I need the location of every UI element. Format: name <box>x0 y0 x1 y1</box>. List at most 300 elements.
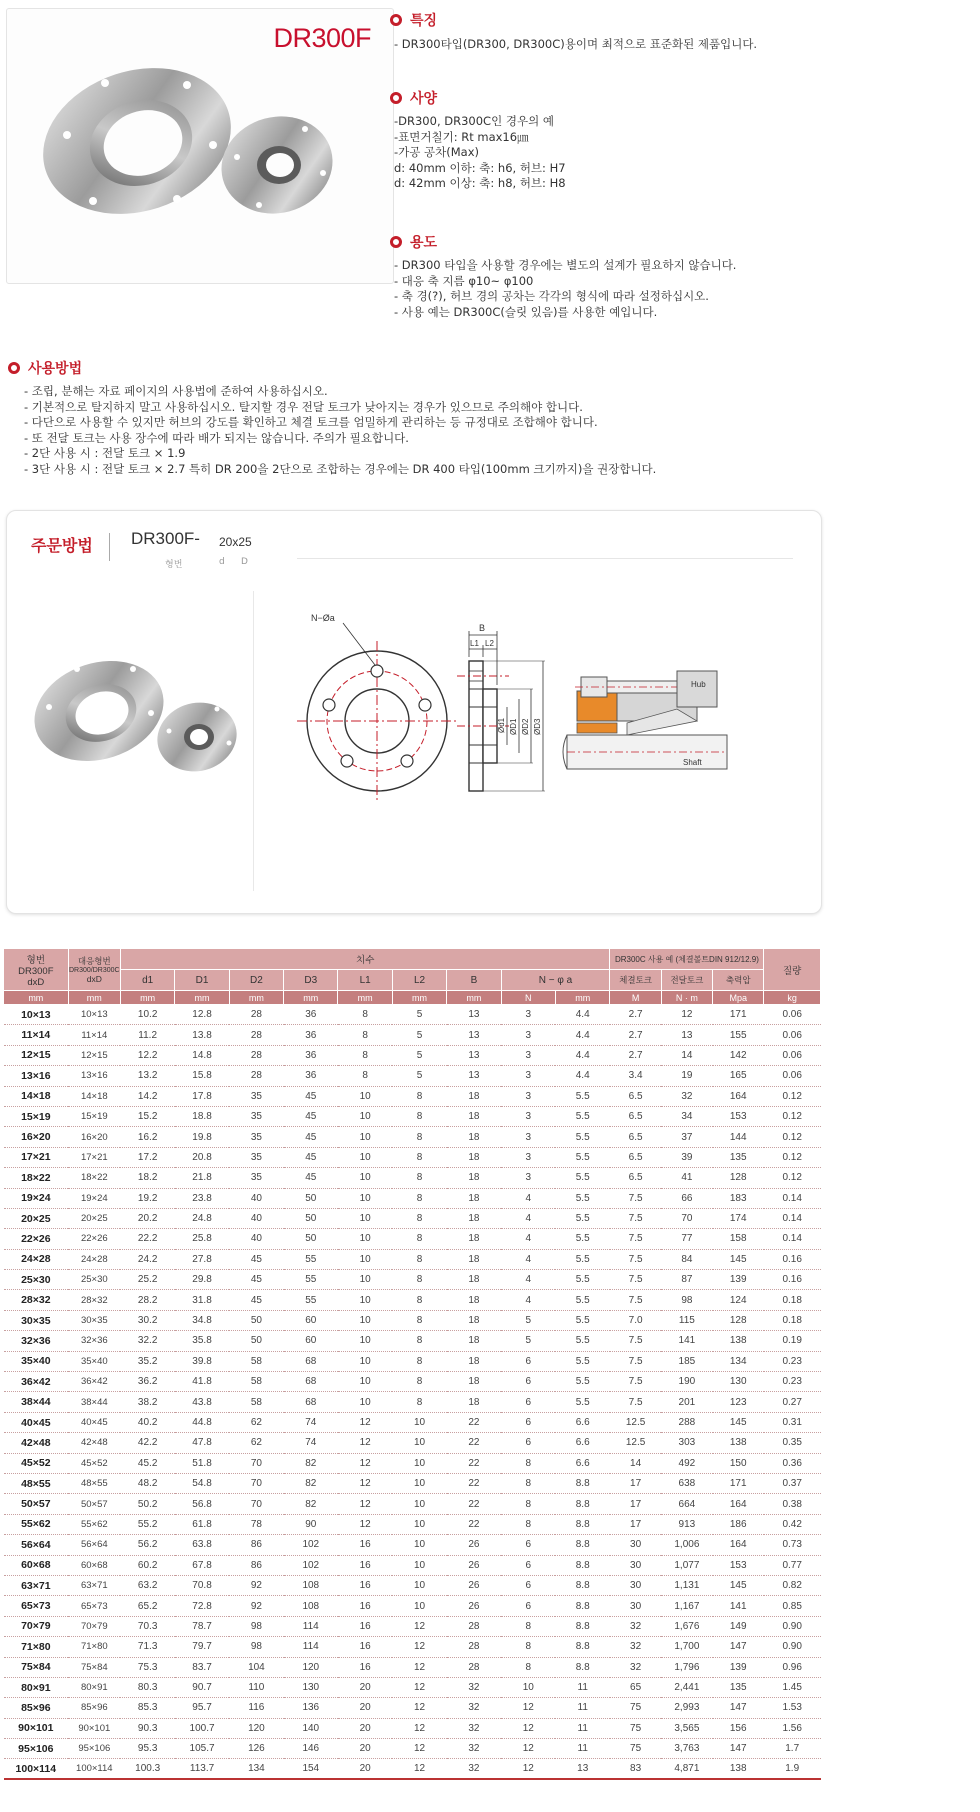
table-cell: 8 <box>392 1331 446 1351</box>
table-cell: 12 <box>501 1759 555 1779</box>
table-cell: 0.12 <box>764 1168 821 1188</box>
table-cell: 4,871 <box>661 1759 712 1779</box>
table-cell: 18 <box>447 1290 501 1310</box>
th-model-sub: DR300F <box>18 965 54 977</box>
table-row <box>4 1575 821 1595</box>
table-row <box>4 1005 821 1025</box>
order-divider <box>253 591 254 891</box>
table-row <box>4 1698 821 1718</box>
table-cell: 50 <box>284 1208 338 1228</box>
table-cell: 0.42 <box>764 1514 821 1534</box>
specs-line: -가공 공차(Max) <box>394 145 479 160</box>
usage-text <box>24 384 656 478</box>
table-cell: 28 <box>447 1616 501 1636</box>
table-cell: 50 <box>229 1310 283 1330</box>
model-cell: 80×91 <box>4 1677 69 1697</box>
table-cell: 45 <box>284 1147 338 1167</box>
model-cell: 95×106 <box>4 1739 69 1759</box>
table-cell: 17.2 <box>120 1147 174 1167</box>
table-cell: 90.3 <box>120 1718 174 1738</box>
table-cell: 35.2 <box>120 1351 174 1371</box>
th-model-sub: dxD <box>27 976 45 988</box>
table-cell: 7.5 <box>610 1290 661 1310</box>
table-cell: 114 <box>284 1637 338 1657</box>
table-cell: 134 <box>229 1759 283 1779</box>
table-cell: 8 <box>392 1208 446 1228</box>
table-cell: 16 <box>338 1555 392 1575</box>
table-cell: 5.5 <box>555 1331 609 1351</box>
table-row <box>4 1473 821 1493</box>
table-row <box>4 1535 821 1555</box>
table-cell: 12.5 <box>610 1412 661 1432</box>
label-d1-cap: ØD1 <box>509 718 518 735</box>
unit-cell: mm <box>229 991 283 1005</box>
table-cell: 95×106 <box>68 1739 120 1759</box>
specs-heading <box>390 88 437 108</box>
product-title: DR300F <box>273 23 371 53</box>
table-cell: 85×96 <box>68 1698 120 1718</box>
table-cell: 12 <box>338 1453 392 1473</box>
table-cell: 102 <box>284 1555 338 1575</box>
table-cell: 6 <box>501 1392 555 1412</box>
unit-cell: mm <box>555 991 609 1005</box>
model-cell: 100×114 <box>4 1759 69 1779</box>
table-cell: 10 <box>338 1229 392 1249</box>
table-cell: 26 <box>447 1596 501 1616</box>
table-row <box>4 1066 821 1086</box>
table-row <box>4 1351 821 1371</box>
model-cell: 42×48 <box>4 1433 69 1453</box>
table-cell: 7.5 <box>610 1188 661 1208</box>
table-cell: 3 <box>501 1147 555 1167</box>
table-cell: 1.7 <box>764 1739 821 1759</box>
table-cell: 146 <box>284 1739 338 1759</box>
model-cell: 90×101 <box>4 1718 69 1738</box>
table-cell: 0.85 <box>764 1596 821 1616</box>
table-cell: 11.2 <box>120 1025 174 1045</box>
model-cell: 48×55 <box>4 1473 69 1493</box>
usage-line: - 기본적으로 탈지하지 말고 사용하십시오. 탈지할 경우 전달 토크가 낮아지는 경우가 있으므로 주의해야 합니다. <box>24 399 583 414</box>
table-cell: 28 <box>447 1657 501 1677</box>
table-cell: 35 <box>229 1127 283 1147</box>
unit-cell: mm <box>447 991 501 1005</box>
table-cell: 0.31 <box>764 1412 821 1432</box>
table-row <box>4 1086 821 1106</box>
table-cell: 0.77 <box>764 1555 821 1575</box>
table-cell: 82 <box>284 1453 338 1473</box>
table-cell: 85.3 <box>120 1698 174 1718</box>
model-cell: 12×15 <box>4 1045 69 1065</box>
table-cell: 6.5 <box>610 1127 661 1147</box>
table-cell: 5.5 <box>555 1310 609 1330</box>
table-cell: 68 <box>284 1351 338 1371</box>
uses-line: - 축 경(?), 허브 경의 공차는 각각의 형식에 따라 설정하십시오. <box>394 289 709 304</box>
unit-cell: mm <box>284 991 338 1005</box>
table-cell: 24×28 <box>68 1249 120 1269</box>
table-cell: 4 <box>501 1290 555 1310</box>
model-cell: 16×20 <box>4 1127 69 1147</box>
table-cell: 50 <box>229 1331 283 1351</box>
table-cell: 60×68 <box>68 1555 120 1575</box>
table-cell: 1,700 <box>661 1637 712 1657</box>
table-row <box>4 1025 821 1045</box>
th-weight: 질량 <box>764 949 821 991</box>
table-cell: 1,006 <box>661 1535 712 1555</box>
th-model <box>4 949 69 991</box>
table-cell: 8 <box>501 1616 555 1636</box>
table-cell: 8 <box>392 1086 446 1106</box>
table-row <box>4 1759 821 1779</box>
model-cell: 71×80 <box>4 1637 69 1657</box>
table-row <box>4 1188 821 1208</box>
model-cell: 70×79 <box>4 1616 69 1636</box>
specs-line: d: 42mm 이상: 축: h8, 허브: H8 <box>394 176 566 191</box>
table-cell: 60 <box>284 1331 338 1351</box>
order-code: DR300F- <box>131 529 200 548</box>
table-cell: 12 <box>392 1698 446 1718</box>
table-cell: 13 <box>447 1025 501 1045</box>
table-row <box>4 1392 821 1412</box>
table-cell: 126 <box>229 1739 283 1759</box>
spec-table-body <box>4 1005 821 1780</box>
table-cell: 6.5 <box>610 1147 661 1167</box>
model-cell: 18×22 <box>4 1168 69 1188</box>
table-cell: 45 <box>229 1270 283 1290</box>
table-cell: 0.36 <box>764 1453 821 1473</box>
table-cell: 95.7 <box>175 1698 229 1718</box>
table-cell: 32 <box>447 1698 501 1718</box>
table-cell: 0.16 <box>764 1249 821 1269</box>
table-cell: 22 <box>447 1514 501 1534</box>
table-row <box>4 1331 821 1351</box>
table-cell: 171 <box>713 1473 764 1493</box>
table-cell: 12 <box>392 1718 446 1738</box>
table-cell: 8 <box>501 1494 555 1514</box>
table-cell: 42×48 <box>68 1433 120 1453</box>
table-row <box>4 1147 821 1167</box>
specs-line: -DR300, DR300C인 경우의 예 <box>394 114 554 128</box>
table-cell: 5.5 <box>555 1188 609 1208</box>
table-cell: 8 <box>392 1188 446 1208</box>
model-cell: 15×19 <box>4 1106 69 1126</box>
th-axial-pressure: 축력압 <box>713 970 764 991</box>
table-cell: 36×42 <box>68 1372 120 1392</box>
table-cell: 26 <box>447 1535 501 1555</box>
table-cell: 34.8 <box>175 1310 229 1330</box>
table-cell: 155 <box>713 1025 764 1045</box>
table-cell: 18 <box>447 1331 501 1351</box>
table-cell: 26 <box>447 1575 501 1595</box>
model-cell: 14×18 <box>4 1086 69 1106</box>
table-cell: 17 <box>610 1514 661 1534</box>
table-cell: 8 <box>501 1657 555 1677</box>
table-cell: 138 <box>713 1331 764 1351</box>
table-cell: 74 <box>284 1412 338 1432</box>
table-cell: 18 <box>447 1147 501 1167</box>
table-cell: 10.2 <box>120 1005 174 1025</box>
table-cell: 5 <box>392 1066 446 1086</box>
table-cell: 100.7 <box>175 1718 229 1738</box>
table-cell: 10 <box>338 1351 392 1371</box>
table-cell: 35 <box>229 1086 283 1106</box>
table-cell: 20 <box>338 1718 392 1738</box>
usage-line: - 2단 사용 시 : 전달 토크 × 1.9 <box>24 446 186 461</box>
model-cell: 22×26 <box>4 1229 69 1249</box>
th-L2: L2 <box>392 970 446 991</box>
table-cell: 28.2 <box>120 1290 174 1310</box>
unit-cell: mm <box>175 991 229 1005</box>
table-cell: 5.5 <box>555 1249 609 1269</box>
table-cell: 87 <box>661 1270 712 1290</box>
table-cell: 5 <box>392 1005 446 1025</box>
table-cell: 12×15 <box>68 1045 120 1065</box>
table-cell: 164 <box>713 1535 764 1555</box>
table-cell: 150 <box>713 1453 764 1473</box>
table-cell: 2.7 <box>610 1025 661 1045</box>
table-cell: 7.5 <box>610 1351 661 1371</box>
table-cell: 90.7 <box>175 1677 229 1697</box>
label-l2: L2 <box>485 639 494 648</box>
th-model-label: 형번 <box>26 954 45 966</box>
table-cell: 4 <box>501 1249 555 1269</box>
table-cell: 16 <box>338 1596 392 1616</box>
table-cell: 21.8 <box>175 1168 229 1188</box>
table-cell: 10 <box>338 1168 392 1188</box>
table-cell: 492 <box>661 1453 712 1473</box>
table-cell: 10 <box>338 1392 392 1412</box>
table-cell: 16 <box>338 1657 392 1677</box>
table-cell: 104 <box>229 1657 283 1677</box>
table-cell: 7.0 <box>610 1310 661 1330</box>
usage-heading <box>8 358 82 378</box>
table-cell: 183 <box>713 1188 764 1208</box>
table-cell: 62 <box>229 1412 283 1432</box>
table-cell: 48.2 <box>120 1473 174 1493</box>
table-cell: 114 <box>284 1616 338 1636</box>
table-cell: 86 <box>229 1535 283 1555</box>
table-cell: 16 <box>338 1637 392 1657</box>
table-cell: 55 <box>284 1270 338 1290</box>
table-cell: 98 <box>229 1637 283 1657</box>
table-cell: 17 <box>610 1494 661 1514</box>
table-cell: 8 <box>392 1168 446 1188</box>
table-cell: 10 <box>338 1086 392 1106</box>
table-cell: 6 <box>501 1596 555 1616</box>
table-cell: 98 <box>229 1616 283 1636</box>
table-cell: 8 <box>392 1290 446 1310</box>
table-cell: 65.2 <box>120 1596 174 1616</box>
table-cell: 82 <box>284 1494 338 1514</box>
table-cell: 50 <box>284 1188 338 1208</box>
table-cell: 4.4 <box>555 1005 609 1025</box>
table-cell: 0.35 <box>764 1433 821 1453</box>
unit-cell: mm <box>392 991 446 1005</box>
table-cell: 145 <box>713 1412 764 1432</box>
table-cell: 8.8 <box>555 1555 609 1575</box>
table-cell: 0.96 <box>764 1657 821 1677</box>
table-cell: 6 <box>501 1372 555 1392</box>
table-cell: 36 <box>284 1066 338 1086</box>
table-cell: 18 <box>447 1168 501 1188</box>
table-cell: 158 <box>713 1229 764 1249</box>
table-cell: 63.2 <box>120 1575 174 1595</box>
table-cell: 115 <box>661 1310 712 1330</box>
table-cell: 40×45 <box>68 1412 120 1432</box>
table-cell: 10 <box>392 1575 446 1595</box>
table-cell: 68 <box>284 1392 338 1412</box>
table-cell: 138 <box>713 1759 764 1779</box>
table-cell: 100.3 <box>120 1759 174 1779</box>
table-cell: 10 <box>392 1433 446 1453</box>
table-cell: 40 <box>229 1188 283 1208</box>
table-row <box>4 1616 821 1636</box>
th-d1: d1 <box>120 970 174 991</box>
table-cell: 145 <box>713 1249 764 1269</box>
table-cell: 28 <box>229 1005 283 1025</box>
table-cell: 3 <box>501 1168 555 1188</box>
table-cell: 12 <box>501 1739 555 1759</box>
table-cell: 25.8 <box>175 1229 229 1249</box>
table-cell: 8 <box>501 1453 555 1473</box>
table-cell: 90 <box>284 1514 338 1534</box>
table-cell: 26 <box>447 1555 501 1575</box>
th-compat-sub: DR300/DR300C <box>69 967 120 974</box>
table-cell: 18 <box>447 1229 501 1249</box>
table-cell: 13 <box>447 1005 501 1025</box>
table-cell: 6 <box>501 1351 555 1371</box>
table-cell: 186 <box>713 1514 764 1534</box>
table-cell: 138 <box>713 1433 764 1453</box>
label-n-phi-a: N−Øa <box>311 613 335 623</box>
table-cell: 120 <box>284 1657 338 1677</box>
uses-line: - 대응 축 지름 φ10~ φ100 <box>394 273 534 288</box>
table-cell: 8.8 <box>555 1575 609 1595</box>
table-cell: 4.4 <box>555 1066 609 1086</box>
table-cell: 185 <box>661 1351 712 1371</box>
table-cell: 8 <box>392 1310 446 1330</box>
table-cell: 1,131 <box>661 1575 712 1595</box>
table-cell: 3 <box>501 1066 555 1086</box>
table-cell: 45×52 <box>68 1453 120 1473</box>
table-cell: 42.2 <box>120 1433 174 1453</box>
table-cell: 144 <box>713 1127 764 1147</box>
table-cell: 8 <box>392 1351 446 1371</box>
table-cell: 35×40 <box>68 1351 120 1371</box>
model-cell: 24×28 <box>4 1249 69 1269</box>
table-cell: 190 <box>661 1372 712 1392</box>
table-cell: 20 <box>338 1759 392 1779</box>
table-cell: 18 <box>447 1372 501 1392</box>
table-cell: 6 <box>501 1575 555 1595</box>
table-cell: 147 <box>713 1637 764 1657</box>
table-cell: 141 <box>713 1596 764 1616</box>
table-cell: 8.8 <box>555 1535 609 1555</box>
table-cell: 41 <box>661 1168 712 1188</box>
table-cell: 10 <box>501 1677 555 1697</box>
model-cell: 10×13 <box>4 1005 69 1025</box>
table-cell: 5.5 <box>555 1270 609 1290</box>
table-cell: 35 <box>229 1147 283 1167</box>
table-cell: 149 <box>713 1616 764 1636</box>
label-d1: Ød1 <box>497 717 506 733</box>
table-cell: 108 <box>284 1596 338 1616</box>
table-cell: 37 <box>661 1127 712 1147</box>
table-cell: 60 <box>284 1310 338 1330</box>
model-cell: 50×57 <box>4 1494 69 1514</box>
table-cell: 15.8 <box>175 1066 229 1086</box>
model-cell: 85×96 <box>4 1698 69 1718</box>
table-cell: 79.7 <box>175 1637 229 1657</box>
order-sub-label: 형번 <box>165 560 183 570</box>
table-cell: 10 <box>392 1555 446 1575</box>
th-D3: D3 <box>284 970 338 991</box>
table-cell: 8.8 <box>555 1473 609 1493</box>
table-cell: 123 <box>713 1392 764 1412</box>
table-cell: 5.5 <box>555 1147 609 1167</box>
th-transfer-torque: 전달토크 <box>661 970 712 991</box>
th-compat-sub: dxD <box>86 974 102 984</box>
table-cell: 10 <box>392 1412 446 1432</box>
table-cell: 58 <box>229 1351 283 1371</box>
table-cell: 142 <box>713 1045 764 1065</box>
order-separator <box>109 533 110 561</box>
th-B: B <box>447 970 501 991</box>
table-cell: 5 <box>501 1310 555 1330</box>
table-cell: 35.8 <box>175 1331 229 1351</box>
table-cell: 80.3 <box>120 1677 174 1697</box>
table-cell: 32 <box>610 1637 661 1657</box>
table-cell: 22 <box>447 1453 501 1473</box>
table-cell: 74 <box>284 1433 338 1453</box>
table-cell: 22 <box>447 1412 501 1432</box>
table-cell: 171 <box>713 1005 764 1025</box>
table-cell: 8 <box>392 1147 446 1167</box>
table-cell: 7.5 <box>610 1331 661 1351</box>
table-cell: 17×21 <box>68 1147 120 1167</box>
model-cell: 11×14 <box>4 1025 69 1045</box>
table-cell: 6 <box>501 1535 555 1555</box>
table-cell: 32 <box>661 1086 712 1106</box>
table-cell: 50 <box>284 1229 338 1249</box>
table-cell: 11 <box>555 1739 609 1759</box>
table-cell: 47.8 <box>175 1433 229 1453</box>
table-cell: 28 <box>447 1637 501 1657</box>
model-cell: 56×64 <box>4 1535 69 1555</box>
table-cell: 116 <box>229 1698 283 1718</box>
table-cell: 24.8 <box>175 1208 229 1228</box>
features-text <box>394 37 757 53</box>
table-cell: 0.16 <box>764 1270 821 1290</box>
specs-text <box>394 114 566 192</box>
table-cell: 8.8 <box>555 1494 609 1514</box>
table-cell: 14 <box>661 1045 712 1065</box>
table-cell: 55×62 <box>68 1514 120 1534</box>
model-cell: 75×84 <box>4 1657 69 1677</box>
table-cell: 15×19 <box>68 1106 120 1126</box>
table-cell: 22.2 <box>120 1229 174 1249</box>
table-cell: 3 <box>501 1106 555 1126</box>
table-cell: 56.2 <box>120 1535 174 1555</box>
table-cell: 83 <box>610 1759 661 1779</box>
table-cell: 113.7 <box>175 1759 229 1779</box>
table-cell: 3,763 <box>661 1739 712 1759</box>
table-row <box>4 1555 821 1575</box>
table-cell: 164 <box>713 1494 764 1514</box>
table-cell: 0.12 <box>764 1106 821 1126</box>
table-cell: 32 <box>447 1759 501 1779</box>
label-d2: ØD2 <box>521 718 530 735</box>
table-cell: 77 <box>661 1229 712 1249</box>
